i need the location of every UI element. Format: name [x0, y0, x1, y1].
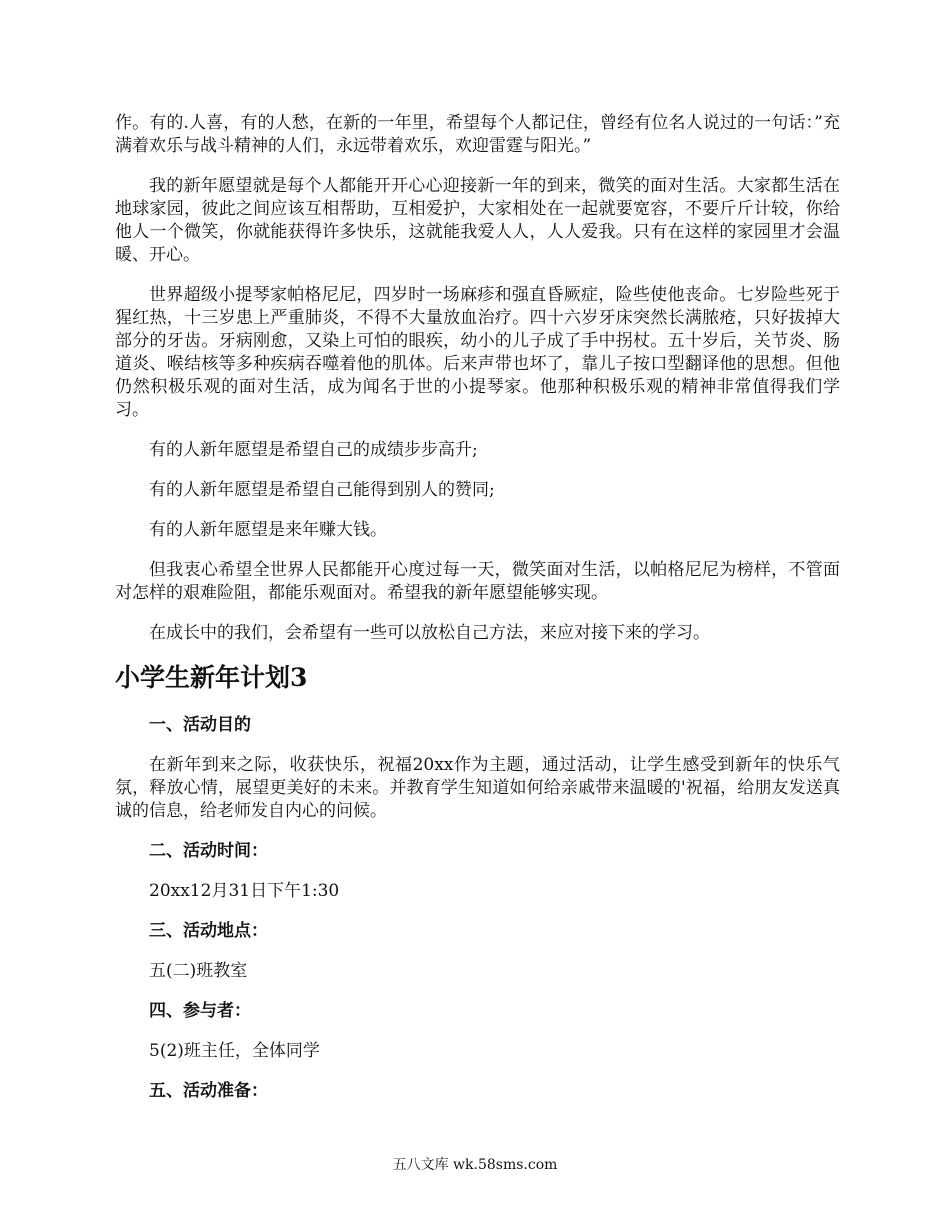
subheading-participants: 四、参与者：: [149, 1001, 251, 1021]
paragraph-wish-grades: 有的人新年愿望是希望自己的成绩步步高升;: [149, 440, 478, 460]
paragraph-growing-up: 在成长中的我们，会希望有一些可以放松自己方法，来应对接下来的学习。: [149, 623, 710, 643]
page-footer: 五八文库 wk.58sms.com: [392, 1157, 558, 1173]
text-activity-location: 五(二)班教室: [149, 961, 248, 981]
paragraph-wish-approval: 有的人新年愿望是希望自己能得到别人的赞同;: [149, 480, 495, 500]
paragraph-activity-purpose: 在新年到来之际，收获快乐，祝福20xx作为主题，通过活动，让学生感受到新年的快乐气氛，释放心情，展望更美好的未来。并教育学生知道如何给亲戚带来温暖的'祝福，给朋友发送真诚的信息，给老师发自内心的问候。: [115, 755, 840, 821]
paragraph-sincere-hope: 但我衷心希望全世界人民都能开心度过每一天，微笑面对生活，以帕格尼尼为榜样，不管面对怎样的艰难险阻，都能乐观面对。希望我的新年愿望能够实现。: [115, 560, 840, 603]
subheading-activity-location: 三、活动地点：: [149, 921, 268, 941]
paragraph-new-year-wish: 我的新年愿望就是每个人都能开开心心迎接新一年的到来，微笑的面对生活。大家都生活在地球家园，彼此之间应该互相帮助，互相爱护，大家相处在一起就要宽容，不要斤斤计较，你给他人一个微笑，你就能获得许多快乐，这就能我爱人人，人人爱我。只有在这样的家园里才会温暖、开心。: [115, 176, 840, 265]
subheading-activity-preparation: 五、活动准备：: [149, 1081, 268, 1101]
subheading-activity-purpose: 一、活动目的: [149, 715, 251, 735]
subheading-activity-time: 二、活动时间：: [149, 841, 268, 861]
document-body: [115, 112, 840, 1120]
text-participants: 5(2)班主任，全体同学: [149, 1041, 320, 1061]
section-title: 小学生新年计划3: [115, 663, 308, 692]
text-activity-time: 20xx12月31日下午1:30: [149, 881, 340, 901]
paragraph-continuation: 作。有的.人喜，有的人愁，在新的一年里，希望每个人都记住，曾经有位名人说过的一句话：”充满着欢乐与战斗精神的人们，永远带着欢乐，欢迎雷霆与阳光。”: [115, 113, 840, 156]
paragraph-paganini: 世界超级小提琴家帕格尼尼，四岁时一场麻疹和强直昏厥症，险些使他丧命。七岁险些死于猩红热，十三岁患上严重肺炎，不得不大量放血治疗。四十六岁牙床突然长满脓疮，只好拔掉大部分的牙齿。牙病刚愈，又染上可怕的眼疾，幼小的儿子成了手中拐杖。五十岁后，关节炎、肠道炎、喉结核等多种疾病吞噬着他的肌体。后来声带也坏了，靠儿子按口型翻译他的思想。但他仍然积极乐观的面对生活，成为闻名于世的小提琴家。他那种积极乐观的精神非常值得我们学习。: [115, 285, 840, 420]
paragraph-wish-money: 有的人新年愿望是来年赚大钱。: [149, 520, 387, 540]
